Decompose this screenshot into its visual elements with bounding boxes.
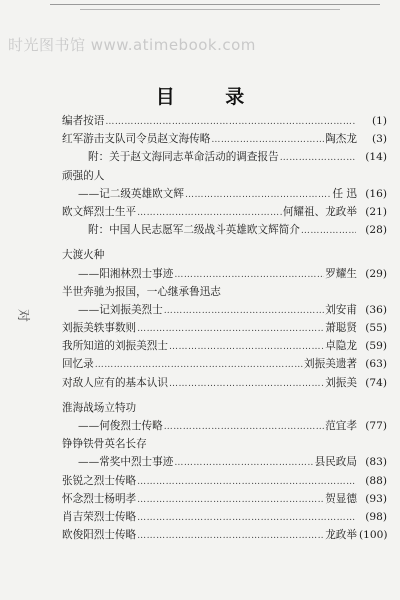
toc-entry[interactable] [62,508,387,526]
entry-title: 淮海战场立特功 [62,401,137,414]
entry-title: 编者按语 [62,115,105,127]
dot-leader [211,131,324,149]
entry-title: 我所知道的刘振美烈士 [62,340,168,353]
toc-entry[interactable] [62,203,387,221]
toc-entry[interactable] [62,435,387,453]
toc-entry[interactable] [62,130,387,148]
entry-page: (36) [365,303,387,316]
toc-entry[interactable] [62,417,387,435]
toc-entry[interactable] [62,453,387,471]
entry-title: 附：关于赵文海同志革命活动的调查报告 [88,151,279,164]
toc-entry[interactable] [62,526,387,544]
dot-leader [301,222,356,240]
entry-page: (59) [365,340,387,353]
entry-author: 范宜孝 [325,420,357,432]
top-rule [50,4,380,5]
entry-page: (16) [365,187,387,200]
dot-leader [169,338,324,356]
toc-entry[interactable] [62,185,387,203]
entry-page: (100) [359,529,388,542]
toc-entry[interactable] [62,355,387,373]
dot-leader [137,204,282,222]
dot-leader [174,266,324,284]
entry-title: ——记二级英雄欧文辉 [78,187,184,200]
entry-page: (93) [365,492,387,505]
entry-page: (83) [365,456,387,469]
dot-leader [95,356,303,374]
entry-title: 刘振美轶事数则 [62,322,137,335]
entry-author: 贺显德 [325,492,357,505]
entry-page: (98) [365,510,387,523]
entry-title: 附：中国人民志愿军二级战斗英雄欧文辉简介 [88,224,300,237]
dot-leader [280,149,356,167]
entry-author: 何耀祖、龙政举 [282,205,357,218]
entry-author: 罗耀生 [325,267,357,280]
table-of-contents [62,112,387,544]
entry-page: (21) [365,205,387,218]
toc-entry[interactable] [62,490,387,508]
dot-leader [137,491,324,509]
watermark: 时光图书馆 www.atimebook.com [8,36,256,54]
toc-entry[interactable] [62,301,387,319]
entry-page: (74) [365,376,387,389]
toc-entry[interactable] [62,283,387,301]
entry-page: (1) [371,115,387,127]
entry-author: 陶杰龙 [325,133,357,146]
dot-leader [169,375,324,393]
entry-author: 任 迅 [332,187,357,200]
dot-leader [137,473,356,491]
entry-title: 欧俊阳烈士传略 [62,529,137,542]
toc-entry[interactable] [62,148,387,166]
entry-page: (14) [365,151,387,164]
entry-title: 欧文辉烈士生平 [62,205,137,218]
entry-title: ——常奖中烈士事迹 [78,456,174,469]
entry-author: 刘振美遗著 [304,358,357,371]
page-title: 目 录 [155,86,267,108]
entry-title: 大渡火种 [62,249,105,262]
toc-entry[interactable] [62,472,387,490]
dot-leader [164,418,324,436]
toc-entry[interactable] [62,265,387,283]
entry-title: ——记刘振美烈士 [78,303,163,316]
entry-author: 刘振美 [325,376,357,389]
entry-title: 张锐之烈士传略 [62,474,137,487]
dot-leader [105,113,356,131]
entry-author: 卓隐龙 [325,340,357,353]
entry-author: 刘安甫 [325,303,357,316]
entry-page: (88) [365,474,387,487]
entry-author: 县民政局 [314,456,357,469]
toc-entry[interactable] [62,374,387,392]
entry-author: 龙政举 [325,529,357,542]
top-rule-secondary [80,9,340,10]
entry-title: 红军游击支队司令员赵文海传略 [62,133,211,146]
entry-title: 顽强的人 [62,169,105,182]
dot-leader [137,509,356,527]
toc-entry[interactable] [62,337,387,355]
entry-title: 怀念烈士杨明孝 [62,492,137,505]
entry-page: (55) [365,322,387,335]
entry-title: ——何俊烈士传略 [78,420,163,432]
entry-title: 对敌人应有的基本认识 [62,376,168,389]
entry-page: (63) [365,358,387,371]
entry-page: (29) [365,267,387,280]
entry-author: 萧聪贤 [325,322,357,335]
toc-entry[interactable] [62,246,387,264]
dot-leader [164,302,324,320]
dot-leader [137,320,324,338]
entry-title: 肖吉荣烈士传略 [62,510,137,523]
entry-title: 回忆录 [62,358,94,371]
dot-leader [137,527,324,545]
entry-page: (28) [365,224,387,237]
dot-leader [174,454,313,472]
toc-entry[interactable] [62,221,387,239]
toc-entry[interactable] [62,399,387,417]
side-margin-mark: 对 [15,308,31,323]
entry-title: 半世奔驰为报国，一心继承鲁迅志 [62,285,221,298]
toc-entry[interactable] [62,112,387,130]
toc-entry[interactable] [62,319,387,337]
entry-title: ——阳湘林烈士事迹 [78,267,174,280]
toc-entry[interactable] [62,167,387,185]
entry-page: (3) [371,133,387,146]
entry-title: 铮铮铁骨英名长存 [62,438,147,451]
dot-leader [185,186,332,204]
entry-page: (77) [365,420,387,432]
